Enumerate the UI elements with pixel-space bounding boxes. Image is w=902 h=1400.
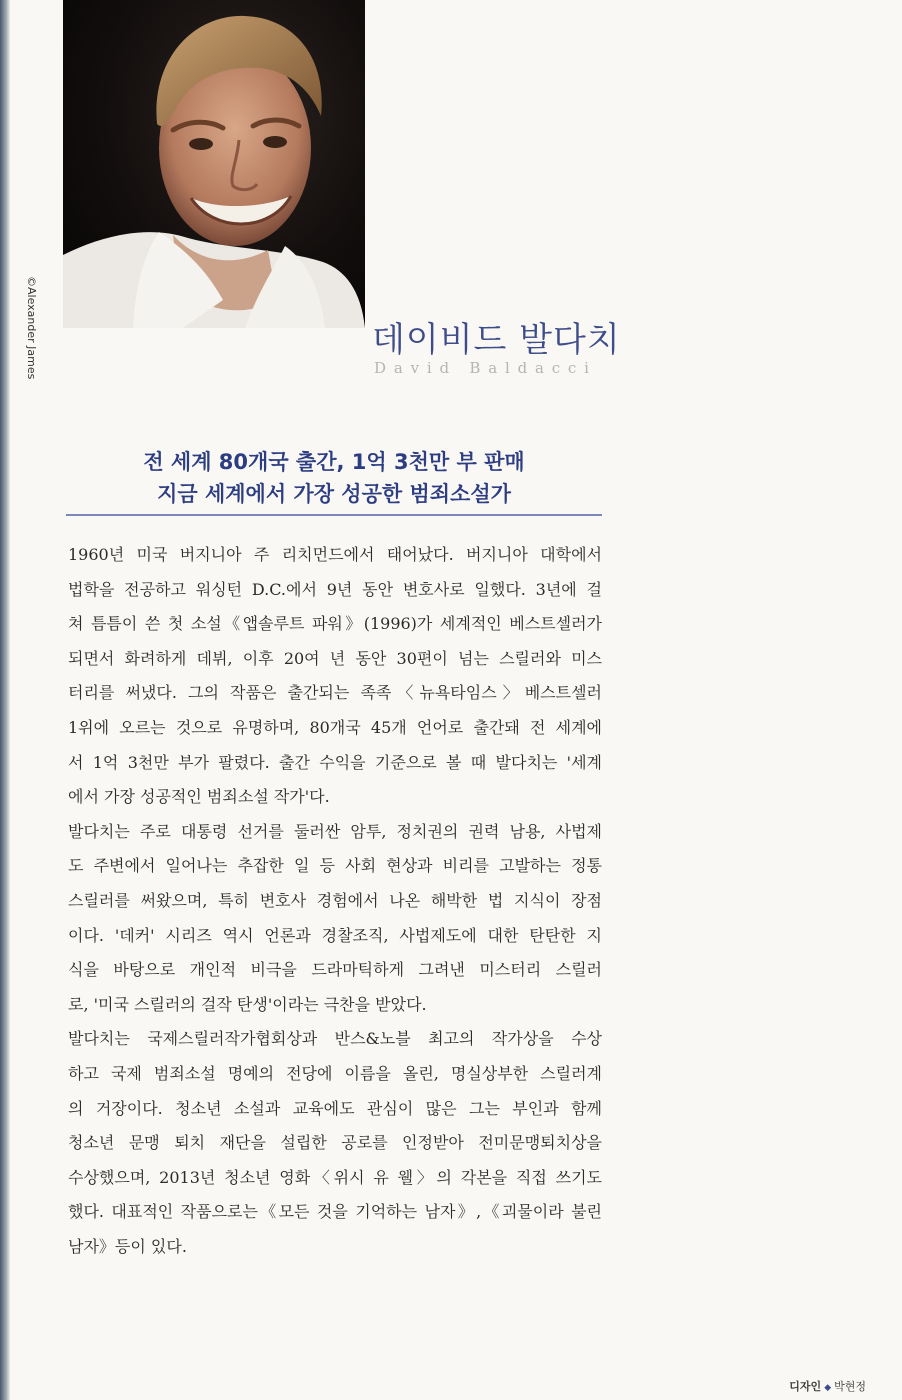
text-line: 법학을 전공하고 워싱턴 D.C.에서 9년 동안 변호사로 일했다. 3년에 걸 (68, 579, 602, 599)
diamond-separator-icon: ◆ (824, 1383, 832, 1393)
author-portrait-illustration (63, 0, 365, 328)
text-line: 의 거장이다. 청소년 소설과 교육에도 관심이 많은 그는 부인과 함께 (68, 1098, 602, 1118)
text-line: 했다. 대표적인 작품으로는《모든 것을 기억하는 남자》,《괴물이라 불린 (68, 1202, 602, 1222)
text-line: 이다. '데커' 시리즈 역시 언론과 경찰조직, 사법제도에 대한 탄탄한 지 (68, 925, 602, 945)
text-line: 식을 바탕으로 개인적 비극을 드라마틱하게 그려낸 미스터리 스릴러 (68, 960, 602, 980)
headline-divider (66, 514, 602, 516)
text-line: 되면서 화려하게 데뷔, 이후 20여 년 동안 30편이 넘는 스릴러와 미스 (68, 648, 602, 668)
text-line: 에서 가장 성공적인 범죄소설 작가'다. (68, 787, 330, 807)
designer-name: 박현정 (834, 1380, 866, 1393)
text-line: 스릴러를 써왔으며, 특히 변호사 경험에서 나온 해박한 법 지식이 장점 (68, 890, 602, 910)
text-line: 도 주변에서 일어나는 추잡한 일 등 사회 현상과 비리를 고발하는 정통 (68, 856, 602, 876)
photo-credit: ©Alexander James (25, 276, 38, 380)
text-line: 남자》등이 있다. (68, 1236, 187, 1256)
text-line: 1위에 오르는 것으로 유명하며, 80개국 45개 언어로 출간돼 전 세계에 (68, 717, 602, 737)
text-line: 수상했으며, 2013년 청소년 영화〈위시 유 웰〉의 각본을 직접 쓰기도 (68, 1167, 602, 1187)
text-line: 터리를 써냈다. 그의 작품은 출간되는 족족〈뉴욕타임스〉베스트셀러 (68, 683, 602, 703)
text-line: 서 1억 3천만 부가 팔렸다. 출간 수익을 기준으로 볼 때 발다치는 '세계 (68, 752, 602, 772)
paragraph-2 (68, 815, 602, 1023)
text-line: 1960년 미국 버지니아 주 리치먼드에서 태어났다. 버지니아 대학에서 (68, 545, 602, 564)
text-line: 발다치는 주로 대통령 선거를 둘러싼 암투, 정치권의 권력 남용, 사법제 (68, 821, 602, 841)
text-line: 발다치는 국제스릴러작가협회상과 반스&노블 최고의 작가상을 수상 (68, 1029, 602, 1049)
paragraph-3 (68, 1022, 602, 1264)
author-name-english: David Baldacci (374, 359, 597, 377)
design-credit (789, 1378, 866, 1394)
headline-line-2: 지금 세계에서 가장 성공한 범죄소설가 (157, 482, 511, 506)
text-line: 쳐 틈틈이 쓴 첫 소설《앱솔루트 파워》(1996)가 세계적인 베스트셀러가 (68, 614, 602, 634)
author-name-korean: 데이비드 발다치 (372, 320, 621, 360)
text-line: 하고 국제 범죄소설 명예의 전당에 이름을 올린, 명실상부한 스릴러계 (68, 1063, 602, 1083)
author-photo (63, 0, 365, 328)
headline-line-1: 전 세계 80개국 출간, 1억 3천만 부 판매 (143, 450, 525, 474)
paragraph-1 (68, 538, 602, 815)
page-edge-shadow (0, 0, 10, 1400)
text-line: 로, '미국 스릴러의 걸작 탄생'이라는 극찬을 받았다. (68, 994, 427, 1014)
biography-text (68, 538, 602, 1264)
text-line: 청소년 문맹 퇴치 재단을 설립한 공로를 인정받아 전미문맹퇴치상을 (68, 1133, 602, 1153)
design-credit-label: 디자인 (789, 1380, 822, 1393)
headline (66, 446, 602, 510)
